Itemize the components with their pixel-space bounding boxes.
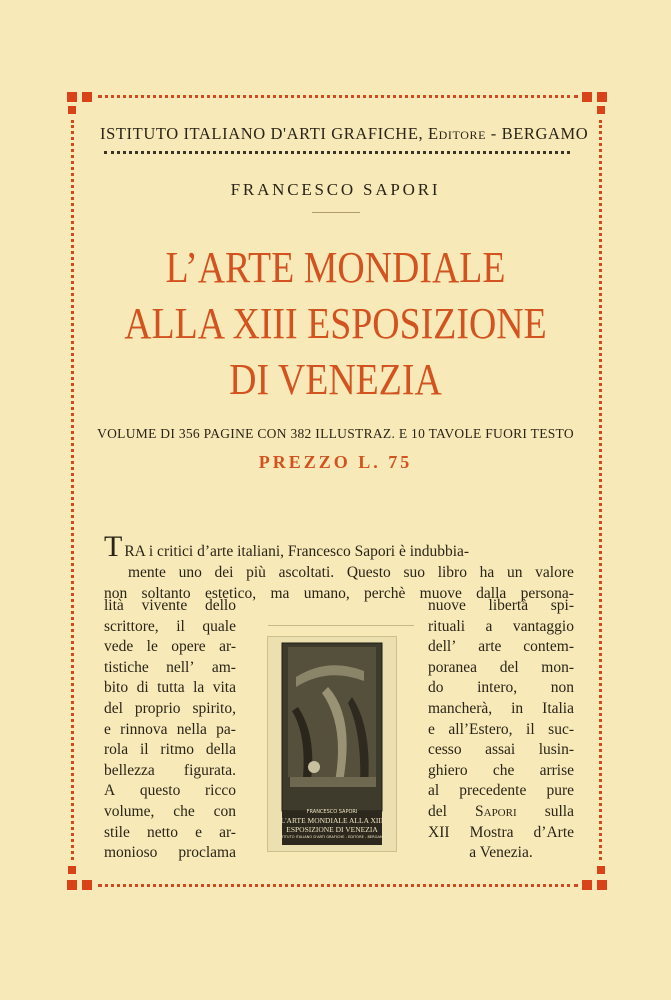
corner-ornament [68, 866, 76, 874]
text-word: persona- [520, 585, 574, 602]
text-line [104, 699, 236, 720]
cover-imprint: ISTITUTO ITALIANO D'ARTI GRAFICHE - EDITORE - BERGAMO [278, 835, 386, 839]
text-word: cesso [428, 741, 462, 759]
publisher-rule [104, 151, 570, 154]
text-word: bellezza [104, 761, 155, 779]
text-word: in [511, 699, 524, 717]
book-title [47, 240, 624, 408]
text-word: ghiero [428, 761, 468, 779]
text-word: stile [104, 823, 130, 841]
text-word: tistiche [104, 658, 149, 676]
corner-ornament [67, 92, 77, 102]
text-word: netto [146, 823, 178, 841]
text-word: quale [202, 617, 236, 635]
intro-line [104, 530, 574, 563]
drop-cap: T [104, 530, 123, 563]
text-word: pure [546, 782, 574, 800]
text-word: tutta [157, 679, 185, 697]
text-word: più [246, 564, 266, 581]
text-word: rinnova [120, 720, 168, 738]
text-word: mon- [541, 658, 574, 676]
text-word: e [428, 720, 435, 738]
corner-ornament [597, 880, 607, 890]
corner-ornament [597, 866, 605, 874]
text-line [428, 658, 574, 679]
text-word: estetico, [204, 585, 257, 602]
author-divider [312, 212, 360, 213]
price: PREZZO L. 75 [258, 452, 413, 472]
text-word: della [205, 741, 236, 759]
text-line [104, 823, 236, 844]
text-word: suc- [548, 720, 574, 738]
text-word: ar- [219, 638, 236, 656]
text-word: XII [428, 823, 450, 841]
left-border [71, 120, 74, 860]
intro-line [104, 562, 574, 583]
text-word: mente [128, 564, 166, 581]
text-word: dei [214, 564, 234, 581]
text-word: proclama [178, 844, 236, 862]
text-word: vede [104, 638, 134, 656]
text-word: volume, [104, 802, 155, 820]
text-word: pa- [216, 720, 236, 738]
publisher-separator: - [490, 124, 497, 143]
text-word: scrittore, [104, 617, 159, 635]
text-line [428, 740, 574, 761]
text-word: ricco [205, 782, 236, 800]
author-surname: Sapori [475, 802, 517, 820]
intro-line-1: RA i critici d’arte italiani, Francesco Sapori è indubbia- [124, 543, 470, 560]
title-line-3: DI VENEZIA [229, 355, 442, 404]
corner-ornament [597, 106, 605, 114]
text-word: che [173, 802, 195, 820]
text-word: spirito, [192, 699, 236, 717]
text-word: un [506, 564, 523, 581]
text-line: a Venezia. [469, 844, 533, 862]
text-word: assai [485, 741, 516, 759]
text-word: mancherà, [428, 699, 493, 717]
text-word: nuove [428, 597, 466, 614]
text-word: poranea [428, 658, 478, 676]
text-line [428, 781, 574, 802]
text-word: la [193, 679, 205, 697]
text-word: non [104, 585, 128, 602]
text-word: il [176, 617, 185, 635]
corner-ornament [82, 92, 92, 102]
text-word: del [499, 658, 519, 676]
text-word: e [195, 823, 202, 841]
text-line [104, 802, 236, 823]
text-word: bito [104, 679, 129, 697]
text-line [104, 678, 236, 699]
text-word: ha [479, 564, 495, 581]
intro-line-2 [128, 562, 574, 583]
text-word: libro [437, 564, 467, 581]
text-word: monioso [104, 844, 158, 862]
text-line [428, 699, 574, 720]
corner-ornament [67, 880, 77, 890]
text-word: valore [535, 564, 574, 581]
text-word: proprio [134, 699, 181, 717]
text-word: ma [270, 585, 290, 602]
text-line [104, 658, 236, 679]
text-word: vita [212, 679, 236, 697]
bottom-border [98, 884, 578, 887]
corner-ornament [582, 880, 592, 890]
text-word: arrise [539, 761, 574, 779]
text-word: opere [171, 638, 206, 656]
text-word: Italia [542, 699, 574, 717]
text-word: non [550, 679, 574, 697]
text-word: nella [176, 720, 207, 738]
text-word: am- [211, 658, 236, 676]
text-word: arte [478, 638, 502, 656]
text-line [104, 617, 236, 638]
text-word: di [136, 679, 149, 697]
text-word: sulla [544, 802, 574, 820]
text-word: perchè [364, 585, 406, 602]
text-word: nell’ [166, 658, 195, 676]
text-word: dello [205, 597, 236, 614]
text-line [428, 678, 574, 699]
text-line [428, 617, 574, 638]
text-word: vantaggio [512, 617, 574, 635]
corner-ornament [582, 92, 592, 102]
right-text-column [428, 596, 574, 864]
text-line [104, 781, 236, 802]
text-word: A [104, 782, 116, 800]
figure-rule [268, 625, 414, 626]
text-word: precedente [459, 782, 527, 800]
text-word: rituali [428, 617, 466, 635]
text-word: intero, [477, 679, 518, 697]
text-word: del [428, 802, 447, 820]
text-word: ritmo [160, 741, 195, 759]
text-line [428, 761, 574, 782]
text-word: le [146, 638, 158, 656]
text-word: questo [139, 782, 181, 800]
text-word: soltanto [141, 585, 191, 602]
text-word: dell’ [428, 638, 457, 656]
text-line [428, 637, 574, 658]
corner-ornament [597, 92, 607, 102]
text-word: contem- [523, 638, 574, 656]
publisher-line [100, 124, 589, 144]
text-line [428, 720, 574, 741]
title-line-1: L’ARTE MONDIALE [165, 243, 506, 292]
text-word: figurata. [183, 761, 236, 779]
text-word: ascoltati. [278, 564, 335, 581]
text-word: vivente [141, 597, 188, 614]
cover-title-1: L'ARTE MONDIALE ALLA XIII [280, 816, 384, 825]
publisher-city: BERGAMO [501, 124, 589, 143]
text-word: lità [104, 597, 124, 614]
text-line [104, 720, 236, 741]
text-word: e [104, 720, 111, 738]
text-line [104, 761, 236, 782]
text-line [104, 843, 236, 864]
publisher-role: Editore [427, 124, 487, 143]
cover-title-2: ESPOSIZIONE DI VENEZIA [286, 825, 378, 834]
text-word: Questo [346, 564, 391, 581]
text-line [428, 802, 574, 823]
author-name: FRANCESCO SAPORI [230, 180, 441, 199]
text-word: lusin- [538, 741, 574, 759]
top-border [98, 95, 578, 98]
text-word: che [492, 761, 515, 779]
text-word: suo [403, 564, 425, 581]
intro-paragraph [104, 530, 574, 604]
right-border [599, 120, 602, 860]
corner-ornament [82, 880, 92, 890]
volume-info: VOLUME DI 356 PAGINE CON 382 ILLUSTRAZ. E 10 TAVOLE FUORI TESTO [97, 426, 574, 441]
title-line-2: ALLA XIII ESPOSIZIONE [124, 299, 547, 348]
text-line [104, 740, 236, 761]
text-word: con [213, 802, 236, 820]
text-word: all’Estero, [448, 720, 513, 738]
corner-ornament [68, 106, 76, 114]
cover-author: FRANCESCO SAPORI [306, 809, 358, 815]
text-word: a [485, 617, 493, 635]
text-word: Mostra [469, 823, 514, 841]
text-word: al [428, 782, 440, 800]
text-word: il [139, 741, 149, 759]
text-word: rola [104, 741, 129, 759]
book-cover-illustration [267, 636, 397, 852]
text-line [428, 596, 574, 617]
text-word: libertà [488, 597, 529, 614]
text-word: muove [419, 585, 462, 602]
text-line [104, 637, 236, 658]
text-word: spi- [550, 597, 574, 614]
left-text-column [104, 596, 236, 864]
text-word: d’Arte [533, 823, 574, 841]
text-word: il [526, 720, 535, 738]
text-word: do [428, 679, 444, 697]
text-line [428, 823, 574, 844]
text-word: uno [178, 564, 202, 581]
text-word: dalla [476, 585, 507, 602]
text-line [104, 596, 236, 617]
publisher-name: ISTITUTO ITALIANO D'ARTI GRAFICHE, [100, 124, 424, 143]
text-word: del [104, 699, 123, 717]
text-word: ar- [219, 823, 236, 841]
text-word: umano, [303, 585, 350, 602]
